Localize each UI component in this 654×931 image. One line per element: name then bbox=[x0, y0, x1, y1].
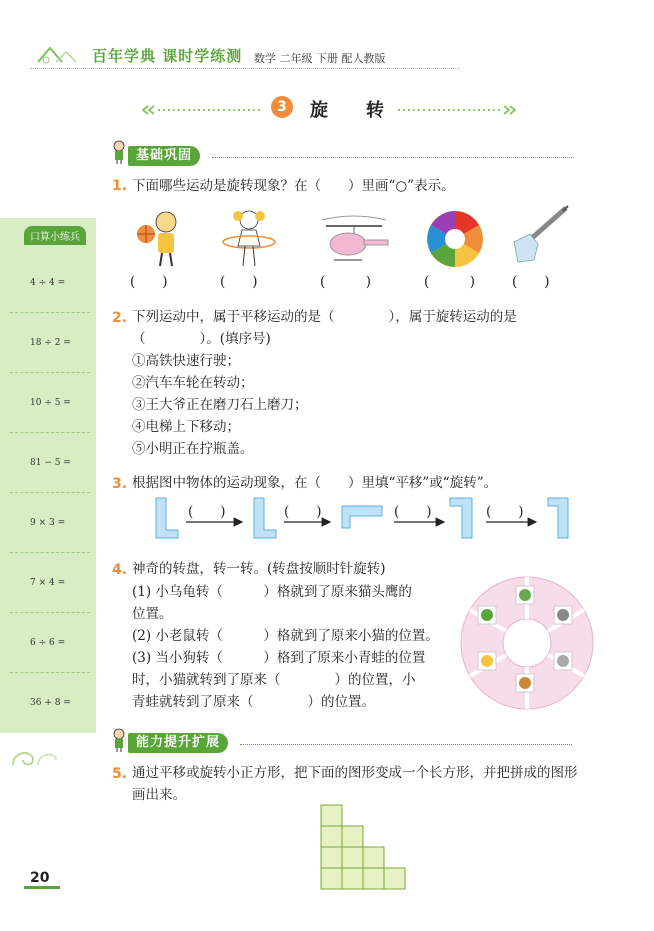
question-number: 4. bbox=[112, 562, 128, 578]
sidebar-divider bbox=[10, 612, 90, 613]
sub-question: (3) 当小狗转（ ）格到了原来小青蛙的位置 bbox=[132, 650, 426, 666]
sub-question: (2) 小老鼠转（ ）格就到了原来小猫的位置。 bbox=[132, 628, 439, 644]
sidebar-divider bbox=[10, 432, 90, 433]
question-number: 5. bbox=[112, 766, 128, 782]
option-item: ③王大爷正在磨刀石上磨刀； bbox=[132, 397, 308, 413]
boy-mascot-icon bbox=[112, 140, 126, 164]
answer-blank[interactable]: ( ) bbox=[130, 274, 168, 290]
section-banner-basic: 基础巩固 bbox=[128, 146, 200, 166]
answer-blank[interactable]: ( ) bbox=[424, 274, 476, 290]
sidebar-tab-label: 口算小练兵 bbox=[24, 226, 86, 245]
animal-turntable-picture bbox=[458, 574, 596, 712]
question-number: 2. bbox=[112, 310, 128, 326]
sidebar-item: 18 ÷ 2 = bbox=[30, 338, 71, 348]
question-text: 根据图中物体的运动现象，在（ ）里填“平移”或“旋转”。 bbox=[132, 475, 498, 491]
question-number: 3. bbox=[112, 476, 128, 492]
boy-mascot-icon bbox=[112, 728, 126, 752]
question-number: 1. bbox=[112, 178, 128, 194]
question-text: 下列运动中，属于平移运动的是（ ），属于旋转运动的是 bbox=[132, 309, 517, 325]
option-item: ④电梯上下移动； bbox=[132, 419, 240, 435]
syringe-hand-picture bbox=[508, 204, 570, 266]
sidebar-item: 9 × 3 = bbox=[30, 518, 66, 528]
lesson-title: 旋转 bbox=[310, 100, 422, 121]
answer-blank[interactable]: ( ) bbox=[320, 274, 372, 290]
title-left-decoration bbox=[142, 105, 260, 115]
answer-blank[interactable]: ( ) bbox=[284, 504, 322, 520]
sidebar-item: 6 ÷ 6 = bbox=[30, 638, 66, 648]
answer-blank[interactable]: ( ) bbox=[512, 274, 550, 290]
sidebar-divider bbox=[10, 372, 90, 373]
answer-blank[interactable]: ( ) bbox=[188, 504, 226, 520]
sidebar-divider bbox=[10, 492, 90, 493]
sidebar-item: 81 − 5 = bbox=[30, 458, 71, 468]
question-text: 通过平移或旋转小正方形，把下面的图形变成一个长方形，并把拼成的图形 bbox=[132, 765, 578, 781]
sub-question: (1) 小乌龟转（ ）格就到了原来猫头鹰的 bbox=[132, 584, 412, 600]
option-item: ①高铁快速行驶； bbox=[132, 353, 240, 369]
answer-blank[interactable]: ( ) bbox=[486, 504, 524, 520]
sub-question-cont: 时，小猫就转到了原来（ ）的位置，小 bbox=[132, 672, 416, 688]
section-divider bbox=[240, 744, 572, 745]
sidebar-divider bbox=[10, 312, 90, 313]
color-wheel-picture bbox=[424, 208, 486, 270]
sidebar-divider bbox=[10, 552, 90, 553]
swirl-decoration-icon bbox=[8, 740, 68, 770]
sidebar-item: 7 × 4 = bbox=[30, 578, 66, 588]
sidebar-item: 10 ÷ 5 = bbox=[30, 398, 71, 408]
house-logo-icon bbox=[36, 42, 80, 64]
answer-blank[interactable]: ( ) bbox=[220, 274, 258, 290]
question-text-cont: 画出来。 bbox=[132, 787, 186, 803]
kid-basketball-picture bbox=[130, 206, 192, 268]
header-divider bbox=[30, 68, 460, 69]
book-brand: 百年学典 课时学练测 bbox=[92, 47, 243, 65]
option-item: ②汽车车轮在转动； bbox=[132, 375, 254, 391]
page-number: 20 bbox=[30, 870, 50, 886]
girl-hula-hoop-picture bbox=[218, 206, 280, 268]
book-subtitle: 数学 二年级 下册 配人教版 bbox=[254, 52, 386, 65]
sidebar-divider bbox=[10, 672, 90, 673]
helicopter-picture bbox=[316, 206, 392, 268]
sub-question-cont: 青蛙就转到了原来（ ）的位置。 bbox=[132, 694, 375, 710]
question-text: 神奇的转盘，转一转。(转盘按顺时针旋转) bbox=[132, 561, 386, 577]
answer-blank[interactable]: ( ) bbox=[394, 504, 432, 520]
staircase-squares-figure bbox=[320, 804, 406, 890]
sub-question-cont: 位置。 bbox=[132, 606, 173, 622]
mental-math-sidebar bbox=[0, 218, 96, 733]
question-text-cont: （ ）。(填序号) bbox=[132, 331, 271, 347]
question-text: 下面哪些运动是旋转现象？在（ ）里画“○”表示。 bbox=[132, 178, 455, 194]
section-banner-advanced: 能力提升扩展 bbox=[128, 733, 228, 753]
lesson-number-badge: 3 bbox=[271, 96, 293, 118]
title-right-decoration bbox=[398, 105, 516, 115]
sidebar-item: 36 + 8 = bbox=[30, 698, 71, 708]
page-number-bar bbox=[24, 886, 60, 889]
option-item: ⑤小明正在拧瓶盖。 bbox=[132, 441, 254, 457]
sidebar-item: 4 ÷ 4 = bbox=[30, 278, 66, 288]
section-divider bbox=[212, 157, 572, 158]
